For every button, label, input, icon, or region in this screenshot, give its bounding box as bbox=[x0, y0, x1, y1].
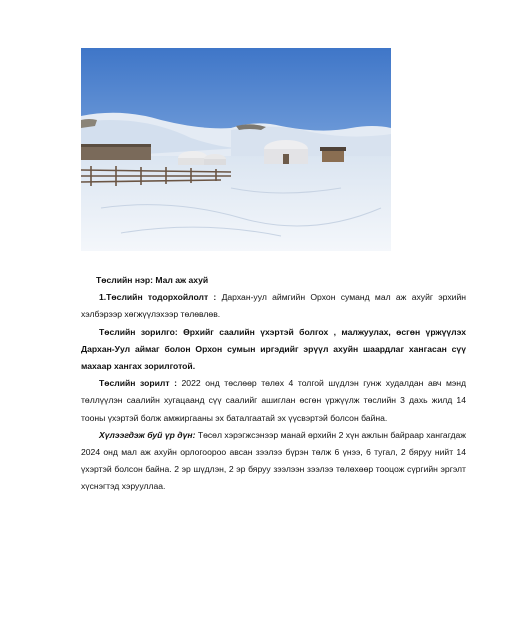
winter-camp-photo bbox=[81, 48, 391, 251]
section-definition bbox=[81, 289, 466, 323]
section-definition-label: 1.Төслийн тодорхойлолт : bbox=[99, 292, 217, 303]
project-title-value: Мал аж ахуй bbox=[155, 275, 209, 285]
project-title-label: Төслийн нэр: bbox=[96, 275, 153, 285]
section-expected-results bbox=[81, 427, 466, 496]
section-goal-label: Төслийн зорилго: bbox=[99, 326, 178, 337]
project-title bbox=[81, 272, 466, 289]
section-goal-text: Өрхийг саалийн үхэртэй болгох , малжуулах, өсгөн үржүүлэх Дархан-Уул аймаг болон Орхон сумын иргэдийг эрүүл ахуйн шаардлаг хангасан сүү махаар хангах зорилготой. bbox=[81, 326, 466, 372]
section-definition-text: Дархан-уул аймгийн Орхон сумaнд мал аж ахуйг эрхийн хэлбэрээр хөгжүүлэхээр төлөвлөв. bbox=[81, 292, 466, 320]
section-objective bbox=[81, 375, 466, 427]
project-description bbox=[81, 272, 466, 496]
landscape-photo-icon bbox=[81, 48, 391, 251]
section-goal bbox=[81, 324, 466, 376]
section-expected-results-text: Төсөл хэрэгжсэнээр манай өрхийн 2 хүн ажлын байраар хангагдаж 2024 онд мал аж ахуйн орлогоороо авсан зээлээ бүрэн төлж 6 үнээ, 6 тугал, 2 бяруу нийт 14 үхэртэй болсон байна. 2 эр шүдлэн, 2 эр бяруу зээлээн зээлээ төлөхөөр тооцож сүргийн эргэлт хүснэгтэд хэрууллаа. bbox=[81, 429, 466, 492]
section-objective-text: 2022 онд төслөөр төлөх 4 толгой шүдлэн гунж худалдан авч мэнд төллүүлэн саалийн хугацаанд сүү саалийг ашиглан өсгөн үржүүлж төслийн 3 дахь жилд 14 тооны үхэртэй болж амжиргааны эх баталгаатай эх үүсвэртэй болсон байна. bbox=[81, 378, 467, 423]
section-expected-results-label: Хүлээгдэж буй үр дүн: bbox=[99, 429, 196, 440]
section-objective-label: Төслийн зорилт : bbox=[99, 378, 177, 389]
